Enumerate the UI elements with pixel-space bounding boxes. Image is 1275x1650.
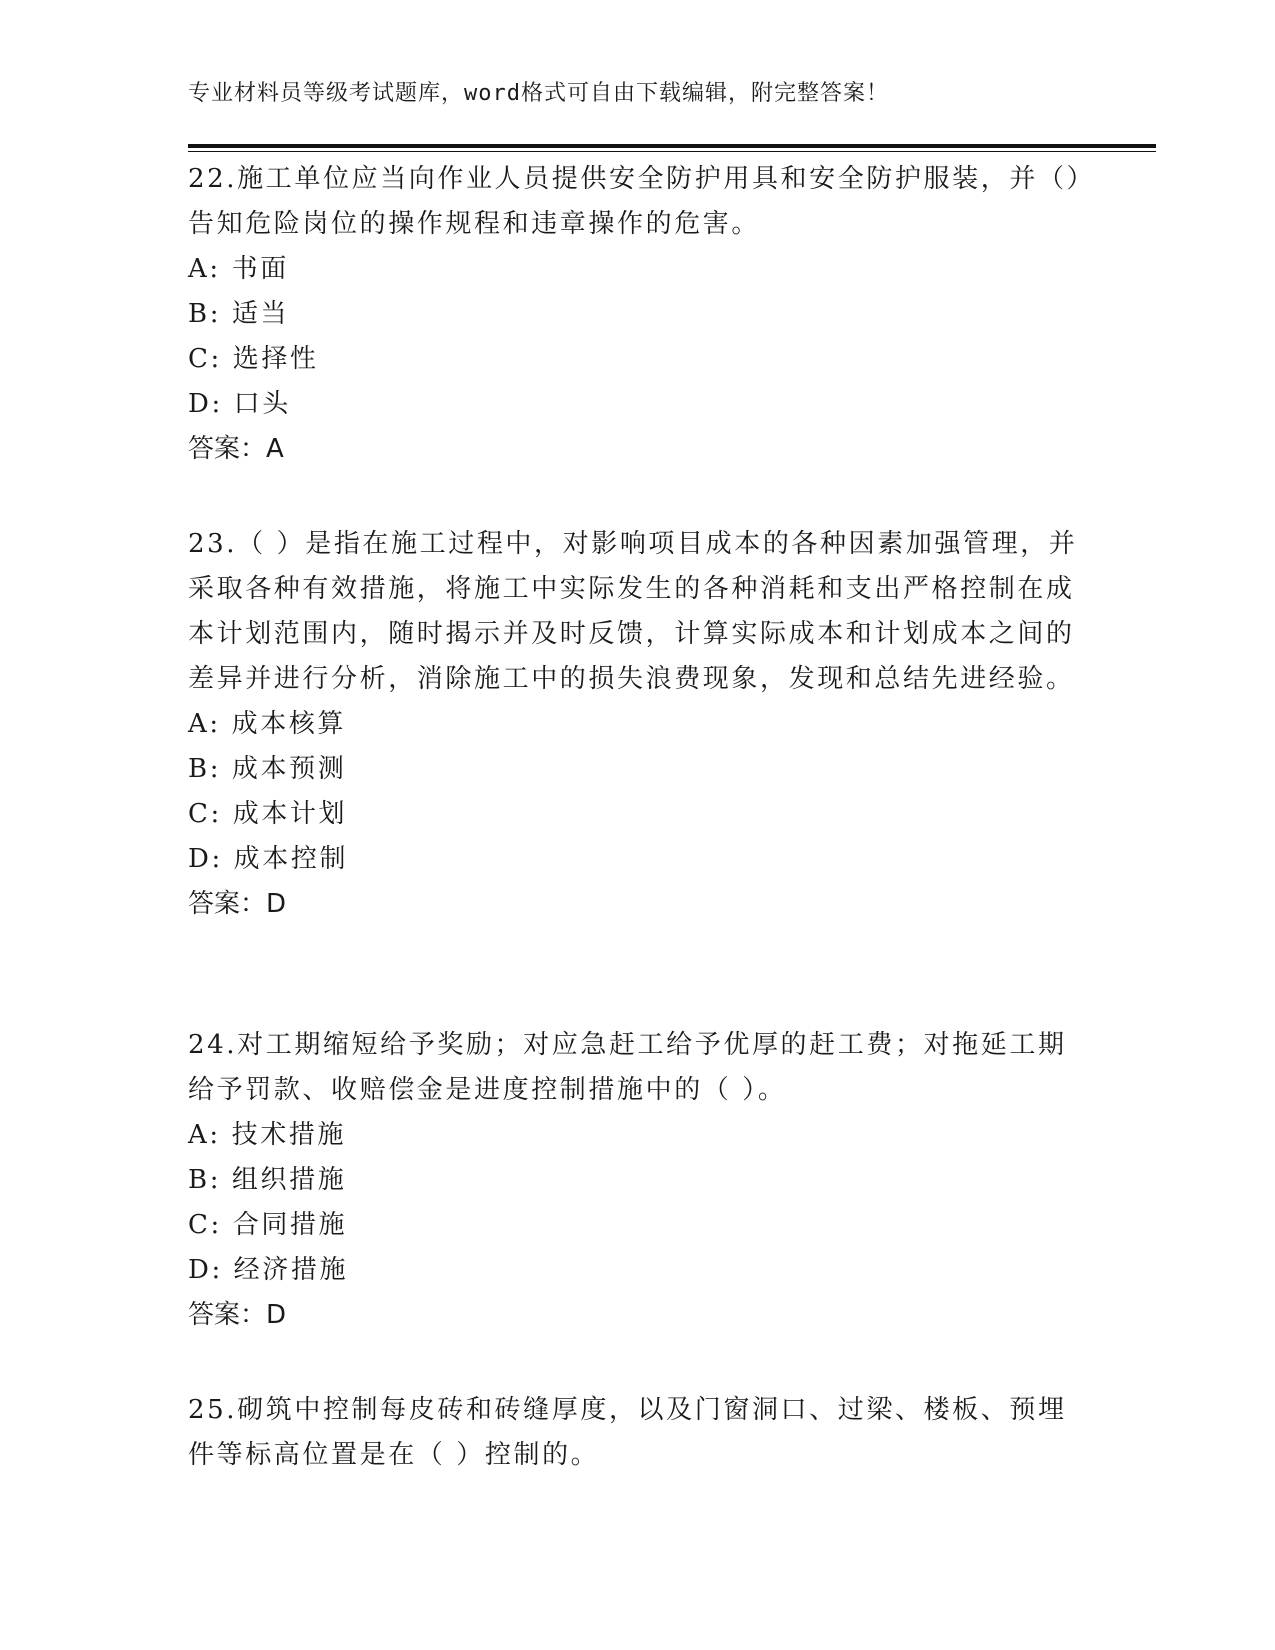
document-header: 专业材料员等级考试题库，word格式可自由下载编辑，附完整答案！ [188, 81, 889, 106]
question-25 [188, 1388, 1088, 1478]
option-a: A: 书面 [188, 254, 289, 284]
answer-line: 答案：D [188, 889, 287, 919]
option-a: A: 成本核算 [188, 709, 347, 739]
question-24 [188, 1023, 1088, 1338]
question-stem: 23.（ ）是指在施工过程中，对影响项目成本的各种因素加强管理，并采取各种有效措施，将施工中实际发生的各种消耗和支出严格控制在成本计划范围内，随时揭示并及时反馈，计算实际成本和计划成本之间的差异并进行分析，消除施工中的损失浪费现象，发现和总结先进经验。 [188, 529, 1078, 694]
answer-line: 答案：D [188, 1300, 287, 1330]
option-a: A: 技术措施 [188, 1120, 347, 1150]
option-b: B: 组织措施 [188, 1165, 347, 1195]
option-c: C: 合同措施 [188, 1210, 348, 1240]
option-d: D: 经济措施 [188, 1255, 349, 1285]
option-c: C: 选择性 [188, 344, 319, 374]
question-23 [188, 522, 1088, 927]
header-divider-thin [188, 151, 1156, 152]
header-divider-thick [188, 144, 1156, 148]
question-stem: 24.对工期缩短给予奖励；对应急赶工给予优厚的赶工费；对拖延工期给予罚款、收赔偿金是进度控制措施中的（ ）。 [188, 1030, 1067, 1105]
option-b: B: 适当 [188, 299, 290, 329]
question-22 [188, 157, 1088, 472]
question-stem: 22.施工单位应当向作业人员提供安全防护用具和安全防护服装，并（）告知危险岗位的操作规程和违章操作的危害。 [188, 164, 1083, 239]
question-stem: 25.砌筑中控制每皮砖和砖缝厚度，以及门窗洞口、过梁、楼板、预埋件等标高位置是在（ ）控制的。 [188, 1395, 1067, 1470]
option-d: D: 成本控制 [188, 844, 349, 874]
option-d: D: 口头 [188, 389, 291, 419]
option-c: C: 成本计划 [188, 799, 348, 829]
answer-line: 答案：A [188, 434, 284, 464]
option-b: B: 成本预测 [188, 754, 347, 784]
